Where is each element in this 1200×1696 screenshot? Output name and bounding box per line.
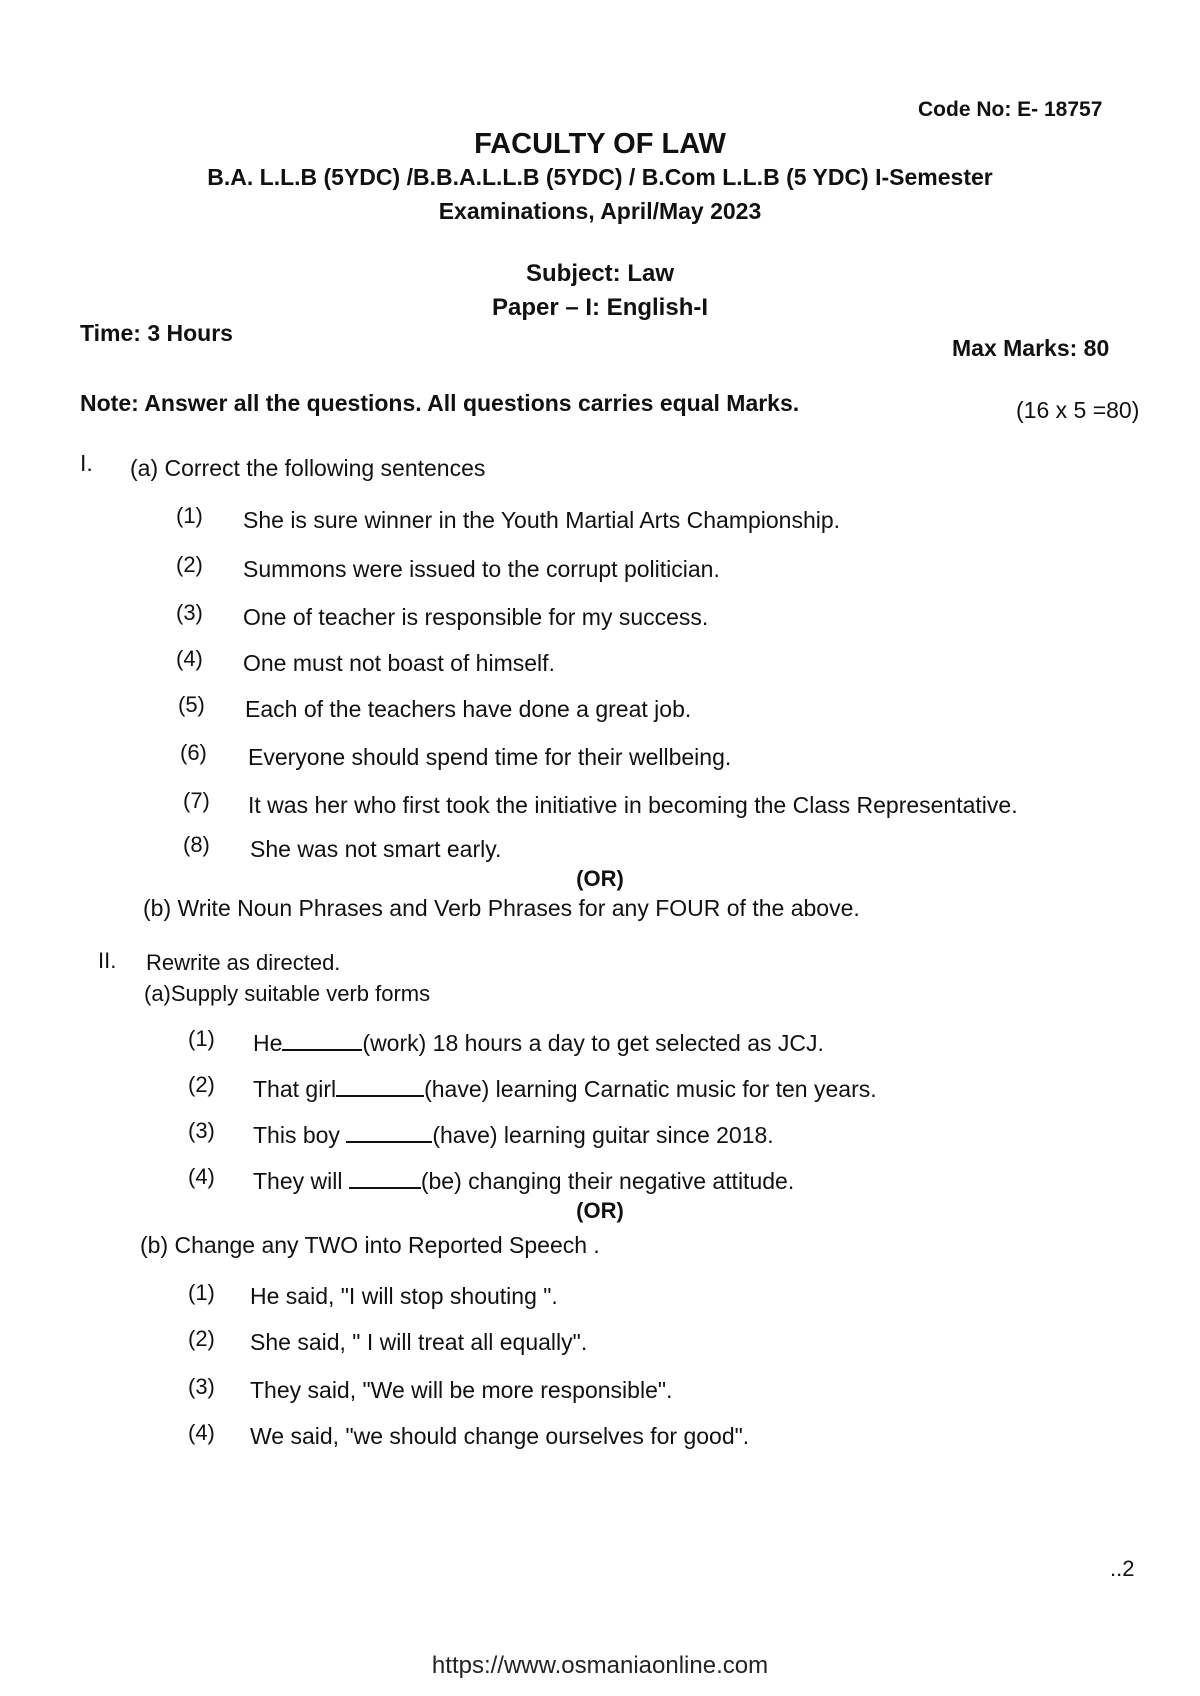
list-item-number: (2) [176,552,203,577]
answer-blank [336,1077,424,1097]
list-item: Each of the teachers have done a great job. [245,696,692,722]
list-item-number: (4) [176,646,203,671]
list-item-number: (6) [180,740,207,765]
list-item: One must not boast of himself. [243,650,555,676]
list-item-number: (3) [176,600,203,625]
list-item-number: (4) [188,1420,215,1445]
sentence-start: That girl [253,1076,337,1102]
list-item: It was her who first took the initiative in becoming the Class Representative. [248,792,1018,818]
list-item-number: (8) [183,832,210,857]
list-item: He said, "I will stop shouting ". [250,1283,558,1309]
list-item: She is sure winner in the Youth Martial Arts Championship. [243,507,841,533]
sentence-start: He [253,1030,283,1056]
list-item: One of teacher is responsible for my success. [243,604,709,630]
question-1-part-a: (a) Correct the following sentences [130,455,486,481]
list-item: Everyone should spend time for their wellbeing. [248,744,732,770]
list-item-number: (7) [183,788,210,813]
list-item-number: (4) [188,1164,215,1189]
faculty-title: FACULTY OF LAW [474,128,726,160]
source-url[interactable]: https://www.osmaniaonline.com [431,1652,769,1679]
list-item-number: (1) [176,503,203,528]
answer-blank [346,1123,432,1143]
list-item [253,1122,774,1149]
time-allowed: Time: 3 Hours [80,320,233,346]
question-2-number: II. [98,948,117,973]
sentence-end: (have) learning Carnatic music for ten years. [424,1076,877,1102]
sentence-start: They will [253,1168,349,1194]
list-item: They said, "We will be more responsible". [250,1377,673,1403]
answer-blank [282,1031,362,1051]
question-1-number: I. [80,450,93,476]
or-divider: (OR) [576,1198,624,1223]
list-item: She was not smart early. [250,836,502,862]
exam-session: Examinations, April/May 2023 [438,198,762,224]
page-continuation-marker: ..2 [1110,1556,1135,1581]
programs-line: B.A. L.L.B (5YDC) /B.B.A.L.L.B (5YDC) / B.Com L.L.B (5 YDC) I-Semester [207,164,993,190]
question-2-intro: Rewrite as directed. [146,950,341,975]
list-item [253,1076,877,1103]
list-item [253,1168,794,1195]
list-item-number: (1) [188,1026,215,1051]
list-item-number: (5) [178,692,205,717]
or-divider: (OR) [576,866,624,891]
max-marks: Max Marks: 80 [952,335,1110,361]
paper-line: Paper – I: English-I [491,294,709,321]
list-item: Summons were issued to the corrupt politician. [243,556,720,582]
answer-blank [349,1169,421,1189]
sentence-end: (work) 18 hours a day to get selected as JCJ. [362,1030,824,1056]
list-item-number: (3) [188,1118,215,1143]
list-item: We said, "we should change ourselves for good". [250,1423,750,1449]
sentence-end: (be) changing their negative attitude. [420,1168,795,1194]
sentence-end: (have) learning guitar since 2018. [432,1122,774,1148]
list-item: She said, " I will treat all equally". [250,1329,588,1355]
list-item-number: (2) [188,1072,215,1097]
exam-code: Code No: E- 18757 [918,98,1103,121]
list-item [253,1030,824,1057]
list-item-number: (2) [188,1326,215,1351]
subject-line: Subject: Law [525,260,675,287]
question-2-part-b: (b) Change any TWO into Reported Speech . [140,1232,600,1258]
instructions-note: Note: Answer all the questions. All questions carries equal Marks. [80,390,800,416]
question-1-part-b: (b) Write Noun Phrases and Verb Phrases for any FOUR of the above. [143,895,860,921]
list-item-number: (3) [188,1374,215,1399]
question-2-part-a: (a)Supply suitable verb forms [144,981,431,1006]
list-item-number: (1) [188,1280,215,1305]
marks-scheme: (16 x 5 =80) [1016,397,1140,423]
sentence-start: This boy [253,1122,347,1148]
